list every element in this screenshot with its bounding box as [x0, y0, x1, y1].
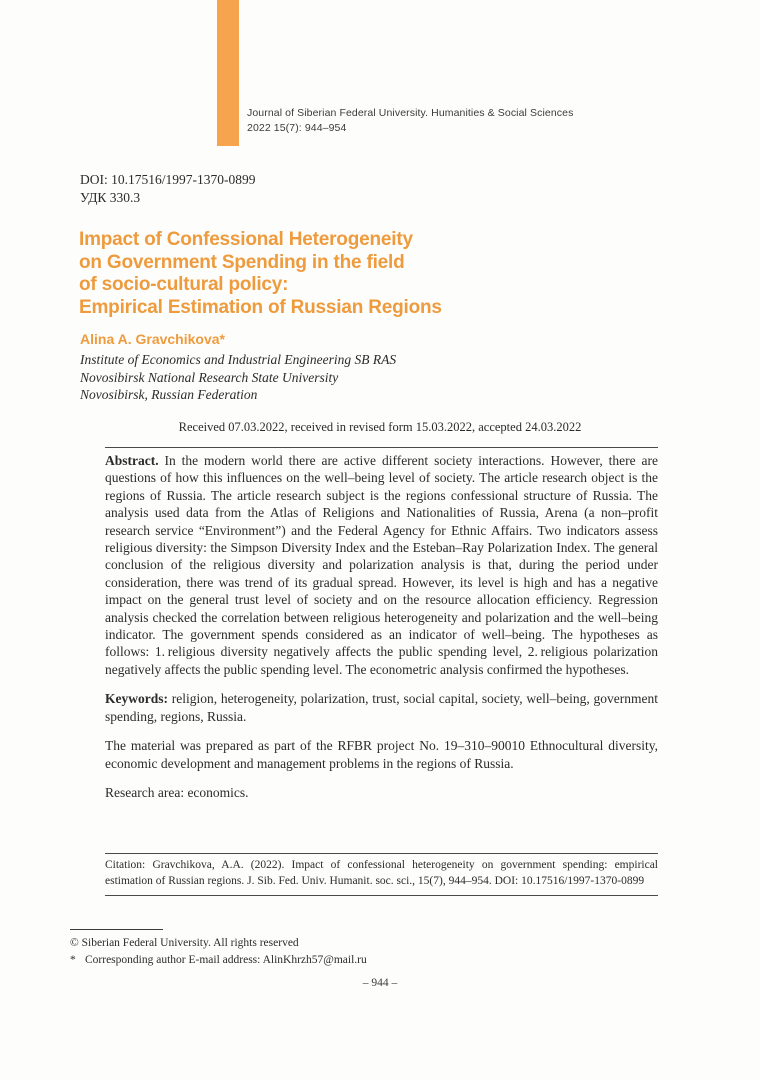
- corresponding-author-text: Corresponding author E-mail address: AlinKhrzh57@mail.ru: [85, 954, 367, 966]
- corresponding-author-line: [70, 952, 490, 969]
- footnote-rule: [70, 929, 163, 930]
- doi-block: [80, 171, 256, 207]
- author-name: Alina A. Gravchikova*: [80, 331, 225, 347]
- article-title-line: of socio-cultural policy:: [79, 274, 289, 295]
- udk-line: УДК 330.3: [80, 190, 141, 205]
- doi-line: DOI: 10.17516/1997-1370-0899: [80, 172, 256, 187]
- received-dates-line: Received 07.03.2022, received in revised form 15.03.2022, accepted 24.03.2022: [178, 420, 582, 434]
- author-block: [80, 330, 396, 404]
- keywords-label: Keywords:: [105, 691, 168, 707]
- research-area-line: Research area: economics.: [105, 784, 249, 800]
- abstract-text: In the modern world there are active different society interactions. However, there are questions of how this influences on the well–being level of society. The article research object is the regions of Russia. The article research subject is the regions confessional structure of Russia. The analysis used data from the Atlas of Religions and Nationalities of Russia, Arena (a non–profit research service “Environment”) and the Federal Agency for Ethnic Affairs. Two indicators assess religious diversity: the Simpson Diversity Index and the Esteban–Ray Polarization Index. The general conclusion of the religious diversity and polarization analysis is that, during the period under consideration, there was trend of its gradual spread. However, its level is high and has a negative impact on the general trust level of society and on the resource allocation efficiency. Regression analysis checked the correlation between religious heterogeneity and polarization and the well–being indicator. The government spends considered as an indicator of well–being. The hypotheses as follows: 1. religious diversity negatively affects the public spending level, 2. religious polarization negatively affects the public spending level. The econometric analysis confirmed the hypotheses.: [105, 453, 658, 677]
- page-number: – 944 –: [362, 977, 398, 989]
- footnotes: [70, 929, 490, 969]
- citation-block: Citation: Gravchikova, A.A. (2022). Impact of confessional heterogeneity on government spending: empirical estimation of Russian regions. J. Sib. Fed. Univ. Humanit. soc. sci., 15(7), 944–954. DOI: 10.17516/1997-1370-0899: [105, 853, 658, 896]
- keywords-paragraph: [105, 690, 658, 725]
- copyright-line: © Siberian Federal University. All rights reserved: [70, 937, 299, 949]
- abstract-paragraph: [105, 452, 658, 678]
- author-affiliation: Institute of Economics and Industrial Engineering SB RAS: [80, 352, 397, 367]
- author-affiliation: Novosibirsk National Research State University: [80, 369, 339, 385]
- accent-bar: [217, 0, 239, 146]
- article-title-line: Impact of Confessional Heterogeneity: [79, 229, 413, 250]
- abstract-label: Abstract.: [105, 453, 159, 468]
- journal-name: Journal of Siberian Federal University. Humanities & Social Sciences: [247, 107, 574, 119]
- article-title-line: Empirical Estimation of Russian Regions: [79, 296, 442, 318]
- funding-paragraph: The material was prepared as part of the RFBR project No. 19–310–90010 Ethnocultural diversity, economic development and management problems in the regions of Russia.: [105, 738, 658, 771]
- journal-issue-line: 2022 15(7): 944–954: [247, 122, 347, 134]
- journal-header: [247, 106, 573, 136]
- article-title-line: on Government Spending in the field: [79, 251, 405, 273]
- keywords-text: religion, heterogeneity, polarization, trust, social capital, society, well–being, government spending, regions, Russia.: [105, 691, 658, 724]
- abstract-section: [105, 447, 658, 801]
- author-affiliation: Novosibirsk, Russian Federation: [80, 387, 258, 402]
- asterisk-marker: *: [70, 954, 76, 966]
- article-title: [79, 229, 442, 319]
